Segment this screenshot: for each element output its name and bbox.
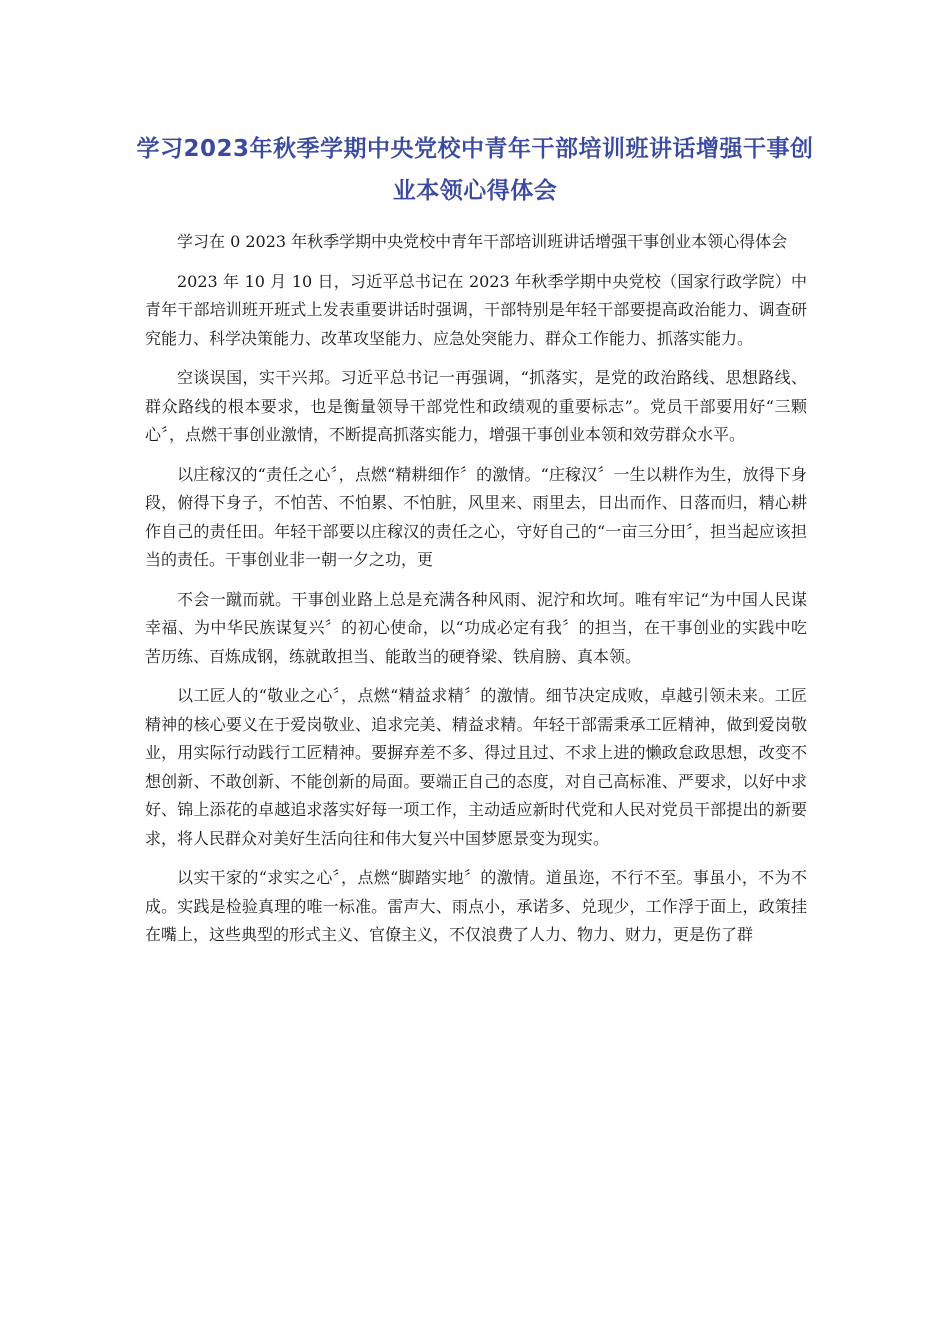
paragraph-date-speech: 2023 年 10 月 10 日，习近平总书记在 2023 年秋季学期中央党校（国家行政学院）中青年干部培训班开班式上发表重要讲话时强调，干部特别是年轻干部要提高政治能力、调查研究能力、科学决策能力、改革攻坚能力、应急处突能力、群众工作能力、抓落实能力。	[145, 271, 807, 348]
paragraph-not-overnight: 不会一蹴而就。干事创业路上总是充满各种风雨、泥泞和坎坷。唯有牢记“为中国人民谋幸福、为中华民族谋复兴〞的初心使命，以“功成必定有我〞的担当，在干事创业的实践中吃苦历练、百炼成钢，练就敢担当、能敢当的硬脊梁、铁肩膀、真本领。	[145, 589, 807, 666]
paragraph-craftsman-heart: 以工匠人的“敬业之心〞，点燃“精益求精〞的激情。细节决定成败，卓越引领未来。工匠精神的核心要义在于爱岗敬业、追求完美、精益求精。年轻干部需秉承工匠精神，做到爱岗敬业，用实际行动践行工匠精神。要摒弃差不多、得过且过、不求上进的懒政怠政思想，改变不想创新、不敢创新、不能创新的局面。要端正自己的态度，对自己高标准、严要求，以好中求好、锦上添花的卓越追求落实好每一项工作，主动适应新时代党和人民对党员干部提出的新要求，将人民群众对美好生活向往和伟大复兴中国梦愿景变为现实。	[145, 686, 807, 848]
document-title: 学习2023年秋季学期中央党校中青年干部培训班讲话增强干事创业本领心得体会	[136, 136, 814, 204]
document-body	[145, 228, 807, 961]
paragraph-doer-heart: 以实干家的“求实之心〞，点燃“脚踏实地〞的激情。道虽迩，不行不至。事虽小，不为不成。实践是检验真理的唯一标准。雷声大、雨点小，承诺多、兑现少，工作浮于面上，政策挂在嘴上，这些典型的形式主义、官僚主义，不仅浪费了人力、物力、财力，更是伤了群	[145, 868, 807, 944]
paragraph-empty-talk: 空谈误国，实干兴邦。习近平总书记一再强调，“抓落实，是党的政治路线、思想路线、群众路线的根本要求，也是衡量领导干部党性和政绩观的重要标志”。党员干部要用好“三颗心〞，点燃干事创业激情，不断提高抓落实能力，增强干事创业本领和效劳群众水平。	[145, 368, 807, 444]
paragraph-farmer-heart: 以庄稼汉的“责任之心〞，点燃“精耕细作〞的激情。“庄稼汉〞一生以耕作为生，放得下身段，俯得下身子，不怕苦、不怕累、不怕脏，风里来、雨里去，日出而作、日落而归，精心耕作自己的责任田。年轻干部要以庄稼汉的责任之心，守好自己的“一亩三分田〞，担当起应该担当的责任。干事创业非一朝一夕之功，更	[145, 464, 807, 569]
paragraph-intro: 学习在 0 2023 年秋季学期中央党校中青年干部培训班讲话增强干事创业本领心得体会	[177, 232, 788, 251]
